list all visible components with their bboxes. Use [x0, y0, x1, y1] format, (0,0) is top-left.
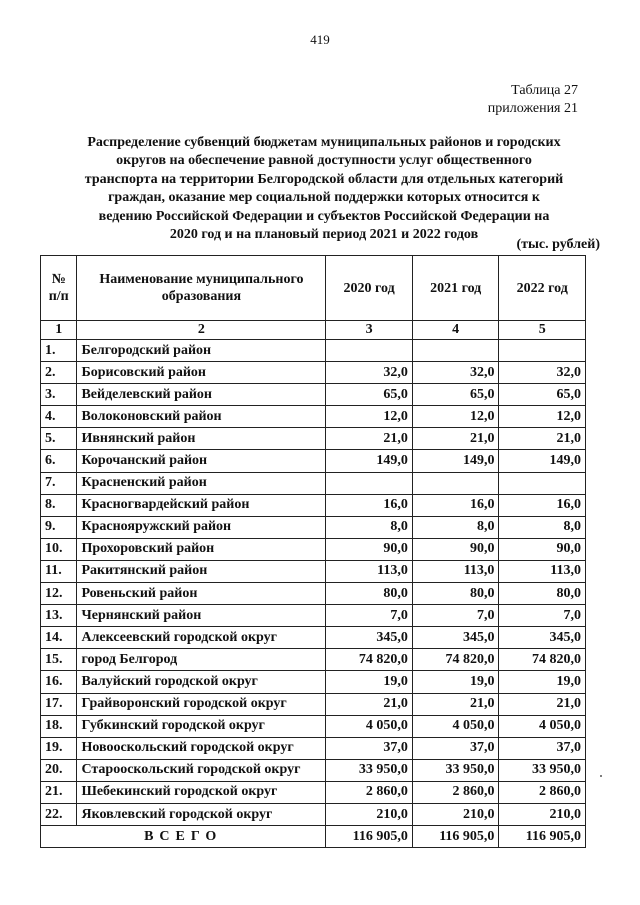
- row-number: 22.: [41, 803, 77, 825]
- value-2021: 74 820,0: [412, 649, 499, 671]
- title-line: транспорта на территории Белгородской области для отдельных категорий: [84, 171, 564, 187]
- table-row: [41, 605, 586, 627]
- table-row: [41, 781, 586, 803]
- row-number: 11.: [41, 560, 77, 582]
- value-2021: 21,0: [412, 693, 499, 715]
- row-number: 19.: [41, 737, 77, 759]
- total-2022: 116 905,0: [499, 826, 586, 848]
- row-number: 15.: [41, 649, 77, 671]
- value-2022: 2 860,0: [499, 781, 586, 803]
- value-2020: 21,0: [326, 428, 413, 450]
- value-2020: 7,0: [326, 605, 413, 627]
- municipality-name: Губкинский городской округ: [77, 715, 326, 737]
- value-2022: 8,0: [499, 516, 586, 538]
- value-2020: 4 050,0: [326, 715, 413, 737]
- municipality-name: Красненский район: [77, 472, 326, 494]
- municipality-name: Ракитянский район: [77, 560, 326, 582]
- header-num: № п/п: [41, 256, 77, 321]
- value-2021: 4 050,0: [412, 715, 499, 737]
- municipality-name: Ивнянский район: [77, 428, 326, 450]
- table-row: [41, 649, 586, 671]
- table-row: [41, 494, 586, 516]
- table-row: [41, 516, 586, 538]
- value-2020: 113,0: [326, 560, 413, 582]
- value-2022: 12,0: [499, 406, 586, 428]
- scan-speck: [600, 775, 602, 777]
- value-2021: 33 950,0: [412, 759, 499, 781]
- value-2021: 2 860,0: [412, 781, 499, 803]
- value-2022: 345,0: [499, 627, 586, 649]
- row-number: 14.: [41, 627, 77, 649]
- value-2021: 113,0: [412, 560, 499, 582]
- table-row: [41, 737, 586, 759]
- value-2020: 2 860,0: [326, 781, 413, 803]
- row-number: 2.: [41, 362, 77, 384]
- value-2022: 74 820,0: [499, 649, 586, 671]
- row-number: 6.: [41, 450, 77, 472]
- header-2020: 2020 год: [326, 256, 413, 321]
- value-2020: 8,0: [326, 516, 413, 538]
- municipality-name: Вейделевский район: [77, 384, 326, 406]
- value-2020: 16,0: [326, 494, 413, 516]
- value-2020: 21,0: [326, 693, 413, 715]
- value-2022: 19,0: [499, 671, 586, 693]
- row-number: 12.: [41, 583, 77, 605]
- row-number: 13.: [41, 605, 77, 627]
- municipality-name: Ровеньский район: [77, 583, 326, 605]
- value-2022: 113,0: [499, 560, 586, 582]
- table-row: [41, 693, 586, 715]
- row-number: 8.: [41, 494, 77, 516]
- table-ref-line-2: приложения 21: [487, 101, 578, 116]
- value-2021: 7,0: [412, 605, 499, 627]
- table-row: [41, 715, 586, 737]
- value-2022: 32,0: [499, 362, 586, 384]
- municipality-name: Алексеевский городской округ: [77, 627, 326, 649]
- municipality-name: Волоконовский район: [77, 406, 326, 428]
- table-row: [41, 340, 586, 362]
- municipality-name: Борисовский район: [77, 362, 326, 384]
- column-number: 3: [326, 321, 413, 340]
- total-2020: 116 905,0: [326, 826, 413, 848]
- document-title: [64, 134, 584, 244]
- value-2022: 33 950,0: [499, 759, 586, 781]
- value-2022: 210,0: [499, 803, 586, 825]
- units-label: (тыс. рублей): [516, 237, 600, 252]
- value-2022: 21,0: [499, 693, 586, 715]
- municipality-name: Яковлевский городской округ: [77, 803, 326, 825]
- row-number: 20.: [41, 759, 77, 781]
- value-2021: 8,0: [412, 516, 499, 538]
- municipality-name: Краснояружский район: [77, 516, 326, 538]
- value-2022: 7,0: [499, 605, 586, 627]
- table-row: [41, 406, 586, 428]
- municipality-name: Прохоровский район: [77, 538, 326, 560]
- municipality-name: Шебекинский городской округ: [77, 781, 326, 803]
- header-2022: 2022 год: [499, 256, 586, 321]
- title-line: граждан, оказание мер социальной поддержки которых относится к: [108, 190, 540, 206]
- column-number: 5: [499, 321, 586, 340]
- total-label: ВСЕГО: [41, 826, 326, 848]
- value-2021: [412, 340, 499, 362]
- value-2020: 80,0: [326, 583, 413, 605]
- municipality-name: Новооскольский городской округ: [77, 737, 326, 759]
- municipality-name: Белгородский район: [77, 340, 326, 362]
- value-2022: 65,0: [499, 384, 586, 406]
- header-name: Наименование муниципального образования: [77, 256, 326, 321]
- value-2022: 80,0: [499, 583, 586, 605]
- header-2021: 2021 год: [412, 256, 499, 321]
- value-2022: 90,0: [499, 538, 586, 560]
- row-number: 9.: [41, 516, 77, 538]
- value-2020: [326, 472, 413, 494]
- table-row: [41, 560, 586, 582]
- value-2020: 32,0: [326, 362, 413, 384]
- value-2021: 210,0: [412, 803, 499, 825]
- value-2021: 345,0: [412, 627, 499, 649]
- municipality-name: Чернянский район: [77, 605, 326, 627]
- value-2020: 19,0: [326, 671, 413, 693]
- municipality-name: Валуйский городской округ: [77, 671, 326, 693]
- value-2022: [499, 340, 586, 362]
- table-row: [41, 538, 586, 560]
- table-row: [41, 759, 586, 781]
- value-2022: 21,0: [499, 428, 586, 450]
- value-2020: 65,0: [326, 384, 413, 406]
- table-row: [41, 803, 586, 825]
- row-number: 7.: [41, 472, 77, 494]
- value-2022: 4 050,0: [499, 715, 586, 737]
- value-2021: 21,0: [412, 428, 499, 450]
- value-2021: 37,0: [412, 737, 499, 759]
- value-2021: 19,0: [412, 671, 499, 693]
- row-number: 4.: [41, 406, 77, 428]
- value-2020: 210,0: [326, 803, 413, 825]
- municipality-name: город Белгород: [77, 649, 326, 671]
- column-number: 4: [412, 321, 499, 340]
- table-row: [41, 671, 586, 693]
- table-ref-line-1: Таблица 27: [511, 83, 578, 98]
- title-line: округов на обеспечение равной доступности услуг общественного: [116, 153, 532, 169]
- value-2022: 37,0: [499, 737, 586, 759]
- value-2021: 65,0: [412, 384, 499, 406]
- table-row: [41, 362, 586, 384]
- table-row: [41, 450, 586, 472]
- title-line: ведению Российской Федерации и субъектов Российской Федерации на: [98, 208, 550, 224]
- value-2021: 80,0: [412, 583, 499, 605]
- table-body: [41, 340, 586, 826]
- total-2021: 116 905,0: [412, 826, 499, 848]
- row-number: 3.: [41, 384, 77, 406]
- municipality-name: Корочанский район: [77, 450, 326, 472]
- value-2022: 149,0: [499, 450, 586, 472]
- value-2020: 12,0: [326, 406, 413, 428]
- row-number: 16.: [41, 671, 77, 693]
- table-row: [41, 583, 586, 605]
- header-row: [41, 256, 586, 321]
- table-row: [41, 627, 586, 649]
- subvention-table: [40, 255, 586, 848]
- page-number: 419: [310, 32, 330, 47]
- value-2020: 149,0: [326, 450, 413, 472]
- value-2021: 12,0: [412, 406, 499, 428]
- municipality-name: Красногвардейский район: [77, 494, 326, 516]
- row-number: 1.: [41, 340, 77, 362]
- title-line: 2020 год и на плановый период 2021 и 2022 годов: [169, 227, 479, 243]
- row-number: 5.: [41, 428, 77, 450]
- value-2021: [412, 472, 499, 494]
- value-2020: 90,0: [326, 538, 413, 560]
- column-number: 2: [77, 321, 326, 340]
- value-2020: [326, 340, 413, 362]
- municipality-name: Грайворонский городской округ: [77, 693, 326, 715]
- value-2021: 149,0: [412, 450, 499, 472]
- value-2020: 37,0: [326, 737, 413, 759]
- column-numbers-row: [41, 321, 586, 340]
- value-2022: 16,0: [499, 494, 586, 516]
- table-row: [41, 428, 586, 450]
- value-2020: 33 950,0: [326, 759, 413, 781]
- table-row: [41, 472, 586, 494]
- value-2021: 16,0: [412, 494, 499, 516]
- value-2020: 345,0: [326, 627, 413, 649]
- value-2021: 90,0: [412, 538, 499, 560]
- row-number: 10.: [41, 538, 77, 560]
- title-line: Распределение субвенций бюджетам муниципальных районов и городских: [87, 135, 561, 150]
- value-2021: 32,0: [412, 362, 499, 384]
- row-number: 18.: [41, 715, 77, 737]
- table-row: [41, 384, 586, 406]
- total-row: [41, 826, 586, 848]
- value-2022: [499, 472, 586, 494]
- table-reference: [488, 82, 578, 118]
- column-number: 1: [41, 321, 77, 340]
- row-number: 17.: [41, 693, 77, 715]
- municipality-name: Старооскольский городской округ: [77, 759, 326, 781]
- value-2020: 74 820,0: [326, 649, 413, 671]
- row-number: 21.: [41, 781, 77, 803]
